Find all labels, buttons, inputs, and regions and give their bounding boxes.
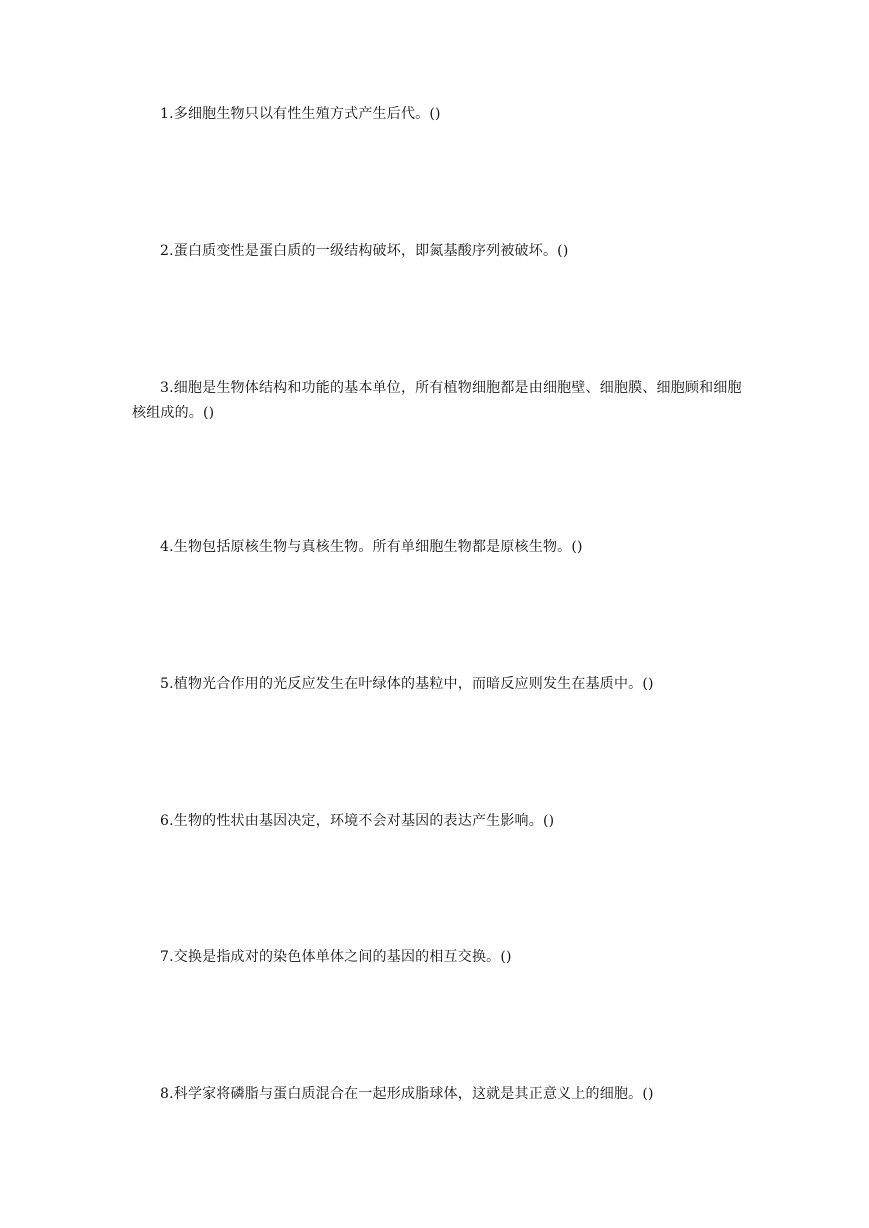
- question-5: 5.植物光合作用的光反应发生在叶绿体的基粒中，而暗反应则发生在基质中。(): [160, 676, 654, 692]
- question-8: 8.科学家将磷脂与蛋白质混合在一起形成脂球体，这就是其正意义上的细胞。(): [160, 1086, 654, 1102]
- question-2: 2.蛋白质变性是蛋白质的一级结构破坏，即氮基酸序列被破坏。(): [160, 243, 569, 259]
- question-4: 4.生物包括原核生物与真核生物。所有单细胞生物都是原核生物。(): [160, 539, 583, 555]
- question-6: 6.生物的性状由基因决定，环境不会对基因的表达产生影响。(): [160, 813, 555, 829]
- question-7: 7.交换是指成对的染色体单体之间的基因的相互交换。(): [160, 949, 512, 965]
- question-1: 1.多细胞生物只以有性生殖方式产生后代。(): [160, 106, 441, 122]
- question-3: 3.细胞是生物体结构和功能的基本单位，所有植物细胞都是由细胞壁、细胞膜、细胞顾和细胞核组成的。(): [132, 380, 742, 421]
